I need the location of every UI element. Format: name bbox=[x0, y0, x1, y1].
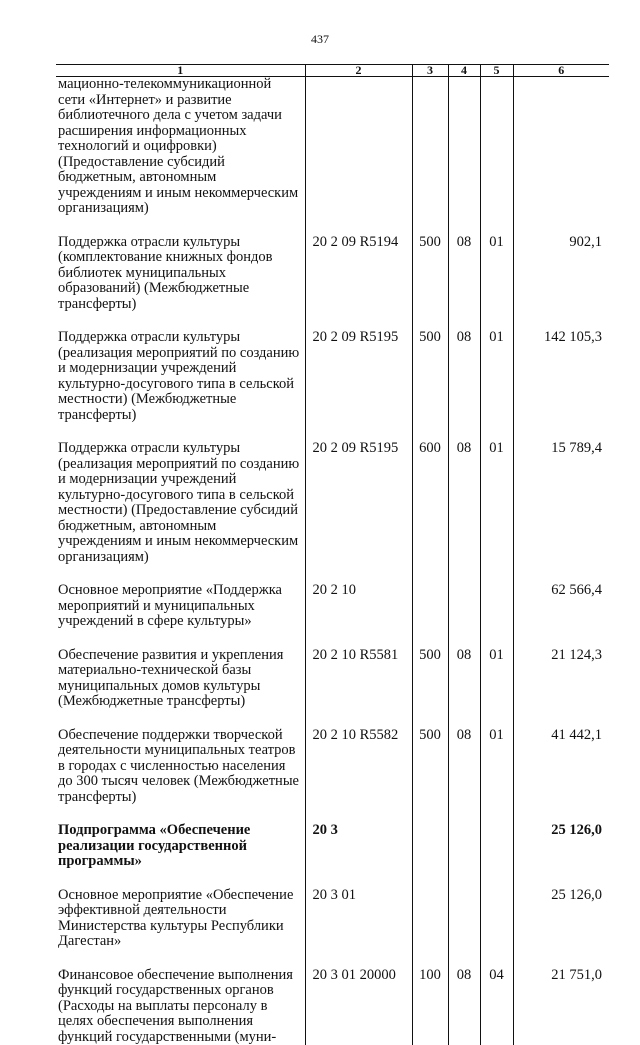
row-amount: 21 124,3 bbox=[513, 648, 609, 728]
row-expense-type: 500 bbox=[412, 330, 448, 441]
row-expense-type: 500 bbox=[412, 648, 448, 728]
row-expense-type: 100 bbox=[412, 968, 448, 1045]
row-subsection: 01 bbox=[480, 330, 513, 441]
table-row bbox=[56, 648, 609, 728]
row-code: 20 3 01 20000 bbox=[305, 968, 412, 1045]
row-name: Основное мероприятие «Поддержка мероприятий и муниципальных учреждений в сфере культуры» bbox=[56, 583, 305, 648]
row-expense-type: 600 bbox=[412, 441, 448, 583]
row-subsection: 01 bbox=[480, 648, 513, 728]
row-section bbox=[448, 77, 480, 235]
row-expense-type: 500 bbox=[412, 235, 448, 331]
header-col-5: 5 bbox=[480, 65, 513, 77]
row-amount: 41 442,1 bbox=[513, 728, 609, 824]
row-amount: 62 566,4 bbox=[513, 583, 609, 648]
row-name: Поддержка отрасли культуры (реализация мероприятий по созданию и модернизации учреждений культурно-досугового типа в сельской местности) (Межбюджетные трансферты) bbox=[56, 330, 305, 441]
row-code: 20 2 09 R5194 bbox=[305, 235, 412, 331]
header-col-4: 4 bbox=[448, 65, 480, 77]
row-name: Обеспечение поддержки творческой деятельности муниципальных театров в городах с численностью населения до 300 тысяч человек (Межбюджетные трансферты) bbox=[56, 728, 305, 824]
row-name: Подпрограмма «Обеспечение реализации государственной программы» bbox=[56, 823, 305, 888]
row-amount: 142 105,3 bbox=[513, 330, 609, 441]
table-body bbox=[56, 77, 609, 1045]
row-code: 20 2 09 R5195 bbox=[305, 330, 412, 441]
table-row bbox=[56, 968, 609, 1045]
row-code: 20 2 10 R5581 bbox=[305, 648, 412, 728]
row-section: 08 bbox=[448, 648, 480, 728]
header-col-1: 1 bbox=[56, 65, 305, 77]
row-section bbox=[448, 583, 480, 648]
row-expense-type bbox=[412, 77, 448, 235]
page-number: 437 bbox=[0, 32, 640, 47]
row-subsection bbox=[480, 888, 513, 968]
header-col-2: 2 bbox=[305, 65, 412, 77]
row-amount: 902,1 bbox=[513, 235, 609, 331]
row-section bbox=[448, 823, 480, 888]
row-name: мационно-телекоммуникационной сети «Интернет» и развитие библиотечного дела с учетом задачи расширения информационных технологий и оцифровки) (Предоставление субсидий бюджетным, автономным учреждениям и иным некоммерческим организациям) bbox=[56, 77, 305, 235]
row-section: 08 bbox=[448, 235, 480, 331]
row-amount: 21 751,0 bbox=[513, 968, 609, 1045]
row-name: Поддержка отрасли культуры (реализация мероприятий по созданию и модернизации учреждений культурно-досугового типа в сельской местности) (Предоставление субсидий бюджетным, автономным учреждениям и иным некоммерческим организациям) bbox=[56, 441, 305, 583]
row-code: 20 3 bbox=[305, 823, 412, 888]
table-row bbox=[56, 77, 609, 235]
row-expense-type bbox=[412, 888, 448, 968]
table-row bbox=[56, 823, 609, 888]
row-subsection bbox=[480, 823, 513, 888]
row-code: 20 2 10 bbox=[305, 583, 412, 648]
row-amount: 15 789,4 bbox=[513, 441, 609, 583]
row-expense-type bbox=[412, 583, 448, 648]
row-section: 08 bbox=[448, 728, 480, 824]
table-row bbox=[56, 235, 609, 331]
row-subsection bbox=[480, 583, 513, 648]
row-amount bbox=[513, 77, 609, 235]
row-code bbox=[305, 77, 412, 235]
row-subsection: 04 bbox=[480, 968, 513, 1045]
row-amount: 25 126,0 bbox=[513, 888, 609, 968]
table-row bbox=[56, 888, 609, 968]
row-section bbox=[448, 888, 480, 968]
header-row bbox=[56, 65, 609, 77]
row-subsection: 01 bbox=[480, 728, 513, 824]
table-header bbox=[56, 65, 609, 77]
table-row bbox=[56, 583, 609, 648]
row-subsection bbox=[480, 77, 513, 235]
row-name: Поддержка отрасли культуры (комплектование книжных фондов библиотек муниципальных образований) (Межбюджетные трансферты) bbox=[56, 235, 305, 331]
row-code: 20 3 01 bbox=[305, 888, 412, 968]
header-col-3: 3 bbox=[412, 65, 448, 77]
row-subsection: 01 bbox=[480, 235, 513, 331]
row-section: 08 bbox=[448, 968, 480, 1045]
header-col-6: 6 bbox=[513, 65, 609, 77]
row-code: 20 2 10 R5582 bbox=[305, 728, 412, 824]
row-expense-type bbox=[412, 823, 448, 888]
table-row bbox=[56, 728, 609, 824]
row-name: Основное мероприятие «Обеспечение эффективной деятельности Министерства культуры Республики Дагестан» bbox=[56, 888, 305, 968]
row-code: 20 2 09 R5195 bbox=[305, 441, 412, 583]
row-section: 08 bbox=[448, 330, 480, 441]
row-amount: 25 126,0 bbox=[513, 823, 609, 888]
row-subsection: 01 bbox=[480, 441, 513, 583]
budget-table bbox=[56, 64, 609, 1045]
table-row bbox=[56, 330, 609, 441]
row-name: Финансовое обеспечение выполнения функций государственных органов (Расходы на выплаты персоналу в целях обеспечения выполнения функций государственными (муни- bbox=[56, 968, 305, 1045]
row-section: 08 bbox=[448, 441, 480, 583]
table-row bbox=[56, 441, 609, 583]
row-expense-type: 500 bbox=[412, 728, 448, 824]
row-name: Обеспечение развития и укрепления материально-технической базы муниципальных домов культуры (Межбюджетные трансферты) bbox=[56, 648, 305, 728]
